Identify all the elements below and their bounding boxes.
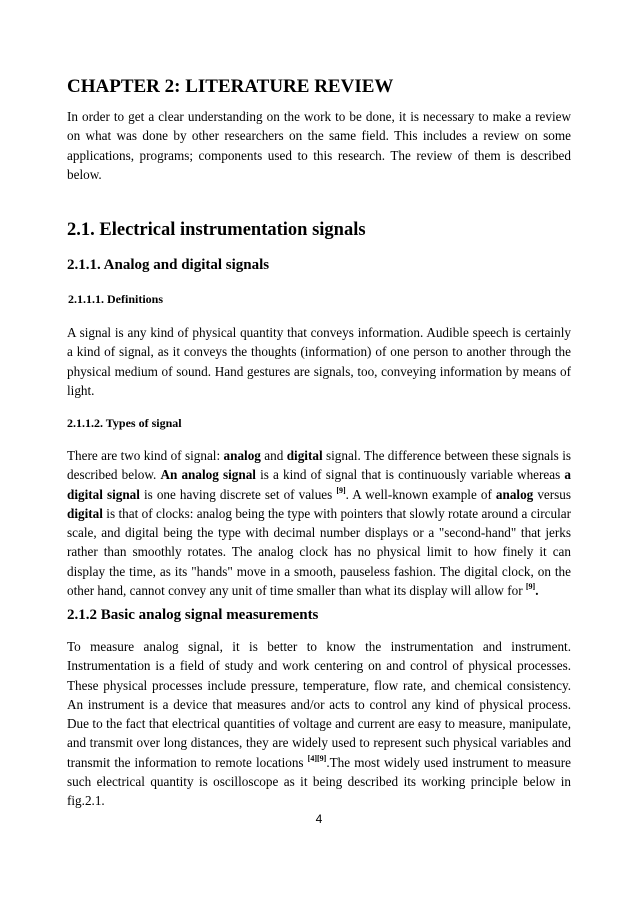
citation-ref: [4][9] <box>307 753 327 763</box>
section-2-1-2-heading: 2.1.2 Basic analog signal measurements <box>67 607 319 623</box>
term-analog-signal: An analog signal <box>160 467 256 483</box>
section-2-1-heading: 2.1. Electrical instrumentation signals <box>67 220 366 240</box>
page-number: 4 <box>315 812 323 826</box>
measurements-paragraph: To measure analog signal, it is better to know the instrumentation and instrument. Instrumentation is a field of study and work centering on and control of physical processes. These physical processes include pressure, temperature, flow rate, and chemical consistency. An instrument is a device that measures and/or acts to control any kind of physical process. Due to the fact that electrical quantities of voltage and current are easy to measure, manipulate, and transmit over long distances, they are widely used to represent such physical variables and transmit the information to remote locations [4][9].The most widely used instrument to measure such electrical quantity is oscilloscope as it being described its working principle below in fig.2.1. <box>67 639 571 809</box>
citation-ref: [9] <box>336 485 346 495</box>
section-types-heading: 2.1.1.2. Types of signal <box>67 416 182 430</box>
chapter-title: CHAPTER 2: LITERATURE REVIEW <box>67 76 394 97</box>
section-definitions-heading: 2.1.1.1. Definitions <box>68 292 164 306</box>
definitions-paragraph: A signal is any kind of physical quantity that conveys information. Audible speech is certainly a kind of signal, as it conveys the thoughts (information) of one person to another through the physical medium of sound. Hand gestures are signals, too, conveying information by means of light. <box>67 325 571 398</box>
types-paragraph: There are two kind of signal: analog and digital signal. The difference between these signals is described below. An analog signal is a kind of signal that is continuously variable whereas a digital signal is one having discrete set of values [9]. A well-known example of analog versus digital is that of clocks: analog being the type with pointers that slowly rotate around a circular scale, and digital being the type with decimal number displays or a "second-hand" that jerks rather than smoothly rotates. The analog clock has no physical limit to how finely it can display the time, as its "hands" move in a smooth, pauseless fashion. The digital clock, on the other hand, cannot convey any unit of time smaller than what its display will allow for [9]. <box>67 448 572 599</box>
term-analog: analog <box>495 486 534 502</box>
term-analog: analog <box>223 448 261 463</box>
term-digital-signal: a digital signal <box>67 467 571 502</box>
term-digital: digital <box>286 448 323 463</box>
term-digital: digital <box>67 505 103 521</box>
section-2-1-1-heading: 2.1.1. Analog and digital signals <box>67 257 270 273</box>
citation-ref: [9] <box>525 582 536 592</box>
intro-paragraph: In order to get a clear understanding on the work to be done, it is necessary to make a review on what was done by other researchers on the same field. This includes a review on some applications, programs; components used to this research. The review of them is described below. <box>67 109 571 182</box>
